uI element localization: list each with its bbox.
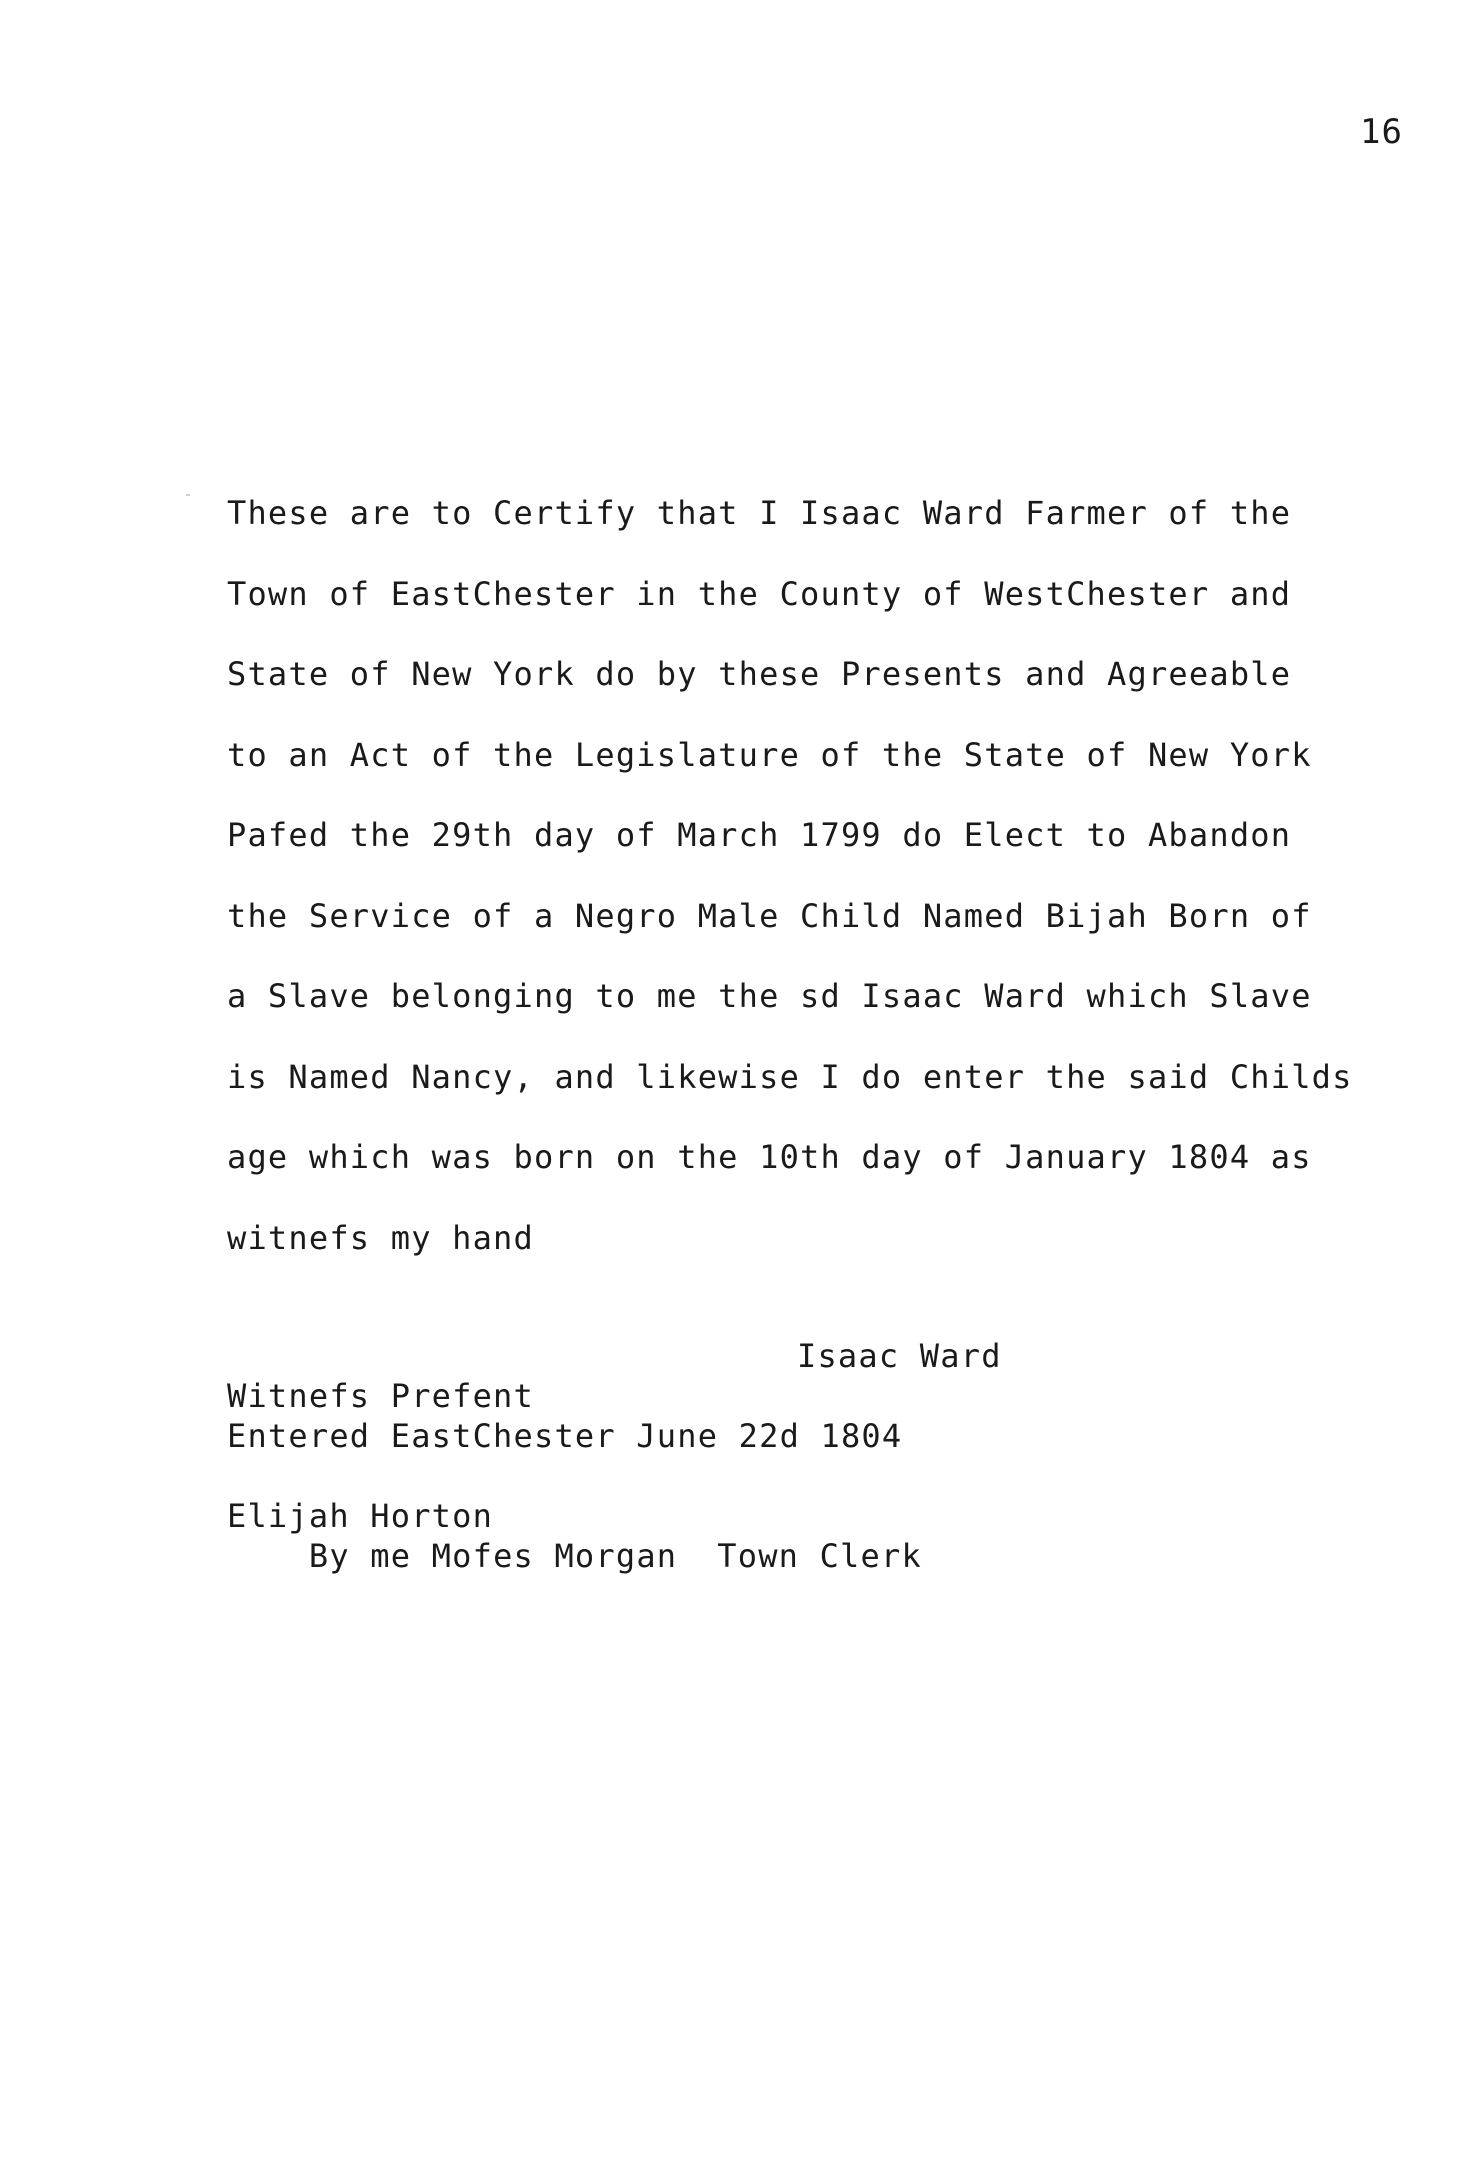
certificate-line: a Slave belonging to me the sd Isaac Ward which Slave	[227, 977, 1312, 1015]
certificate-body	[227, 493, 1457, 1298]
witness-heading: Witnefs Prefent	[227, 1377, 534, 1415]
certificate-line: age which was born on the 10th day of January 1804 as	[227, 1138, 1312, 1176]
signatory-name: Isaac Ward	[797, 1337, 1002, 1375]
clerk-name: By me Mofes Morgan	[308, 1537, 678, 1575]
certificate-line: to an Act of the Legislature of the State of New York	[227, 735, 1312, 774]
clerk-line	[227, 1496, 922, 1616]
witness-name: Elijah Horton	[227, 1497, 494, 1535]
certificate-line: Town of EastChester in the County of WestChester and	[227, 574, 1292, 613]
clerk-title: Town Clerk	[717, 1537, 922, 1575]
page-number: 16	[1360, 112, 1403, 152]
certificate-line: the Service of a Negro Male Child Named Bijah Born of	[227, 896, 1312, 935]
certificate-line: is Named Nancy, and likewise I do enter the said Childs	[227, 1057, 1353, 1096]
stray-scan-mark	[186, 494, 190, 496]
certificate-line: These are to Certify that I Isaac Ward Farmer of the	[227, 494, 1292, 532]
certificate-line: witnefs my hand	[227, 1218, 534, 1257]
certificate-line: State of New York do by these Presents and Agreeable	[227, 655, 1292, 693]
entry-record: Entered EastChester June 22d 1804	[227, 1417, 903, 1455]
certificate-line: Pafed the 29th day of March 1799 do Elect to Abandon	[227, 816, 1292, 854]
